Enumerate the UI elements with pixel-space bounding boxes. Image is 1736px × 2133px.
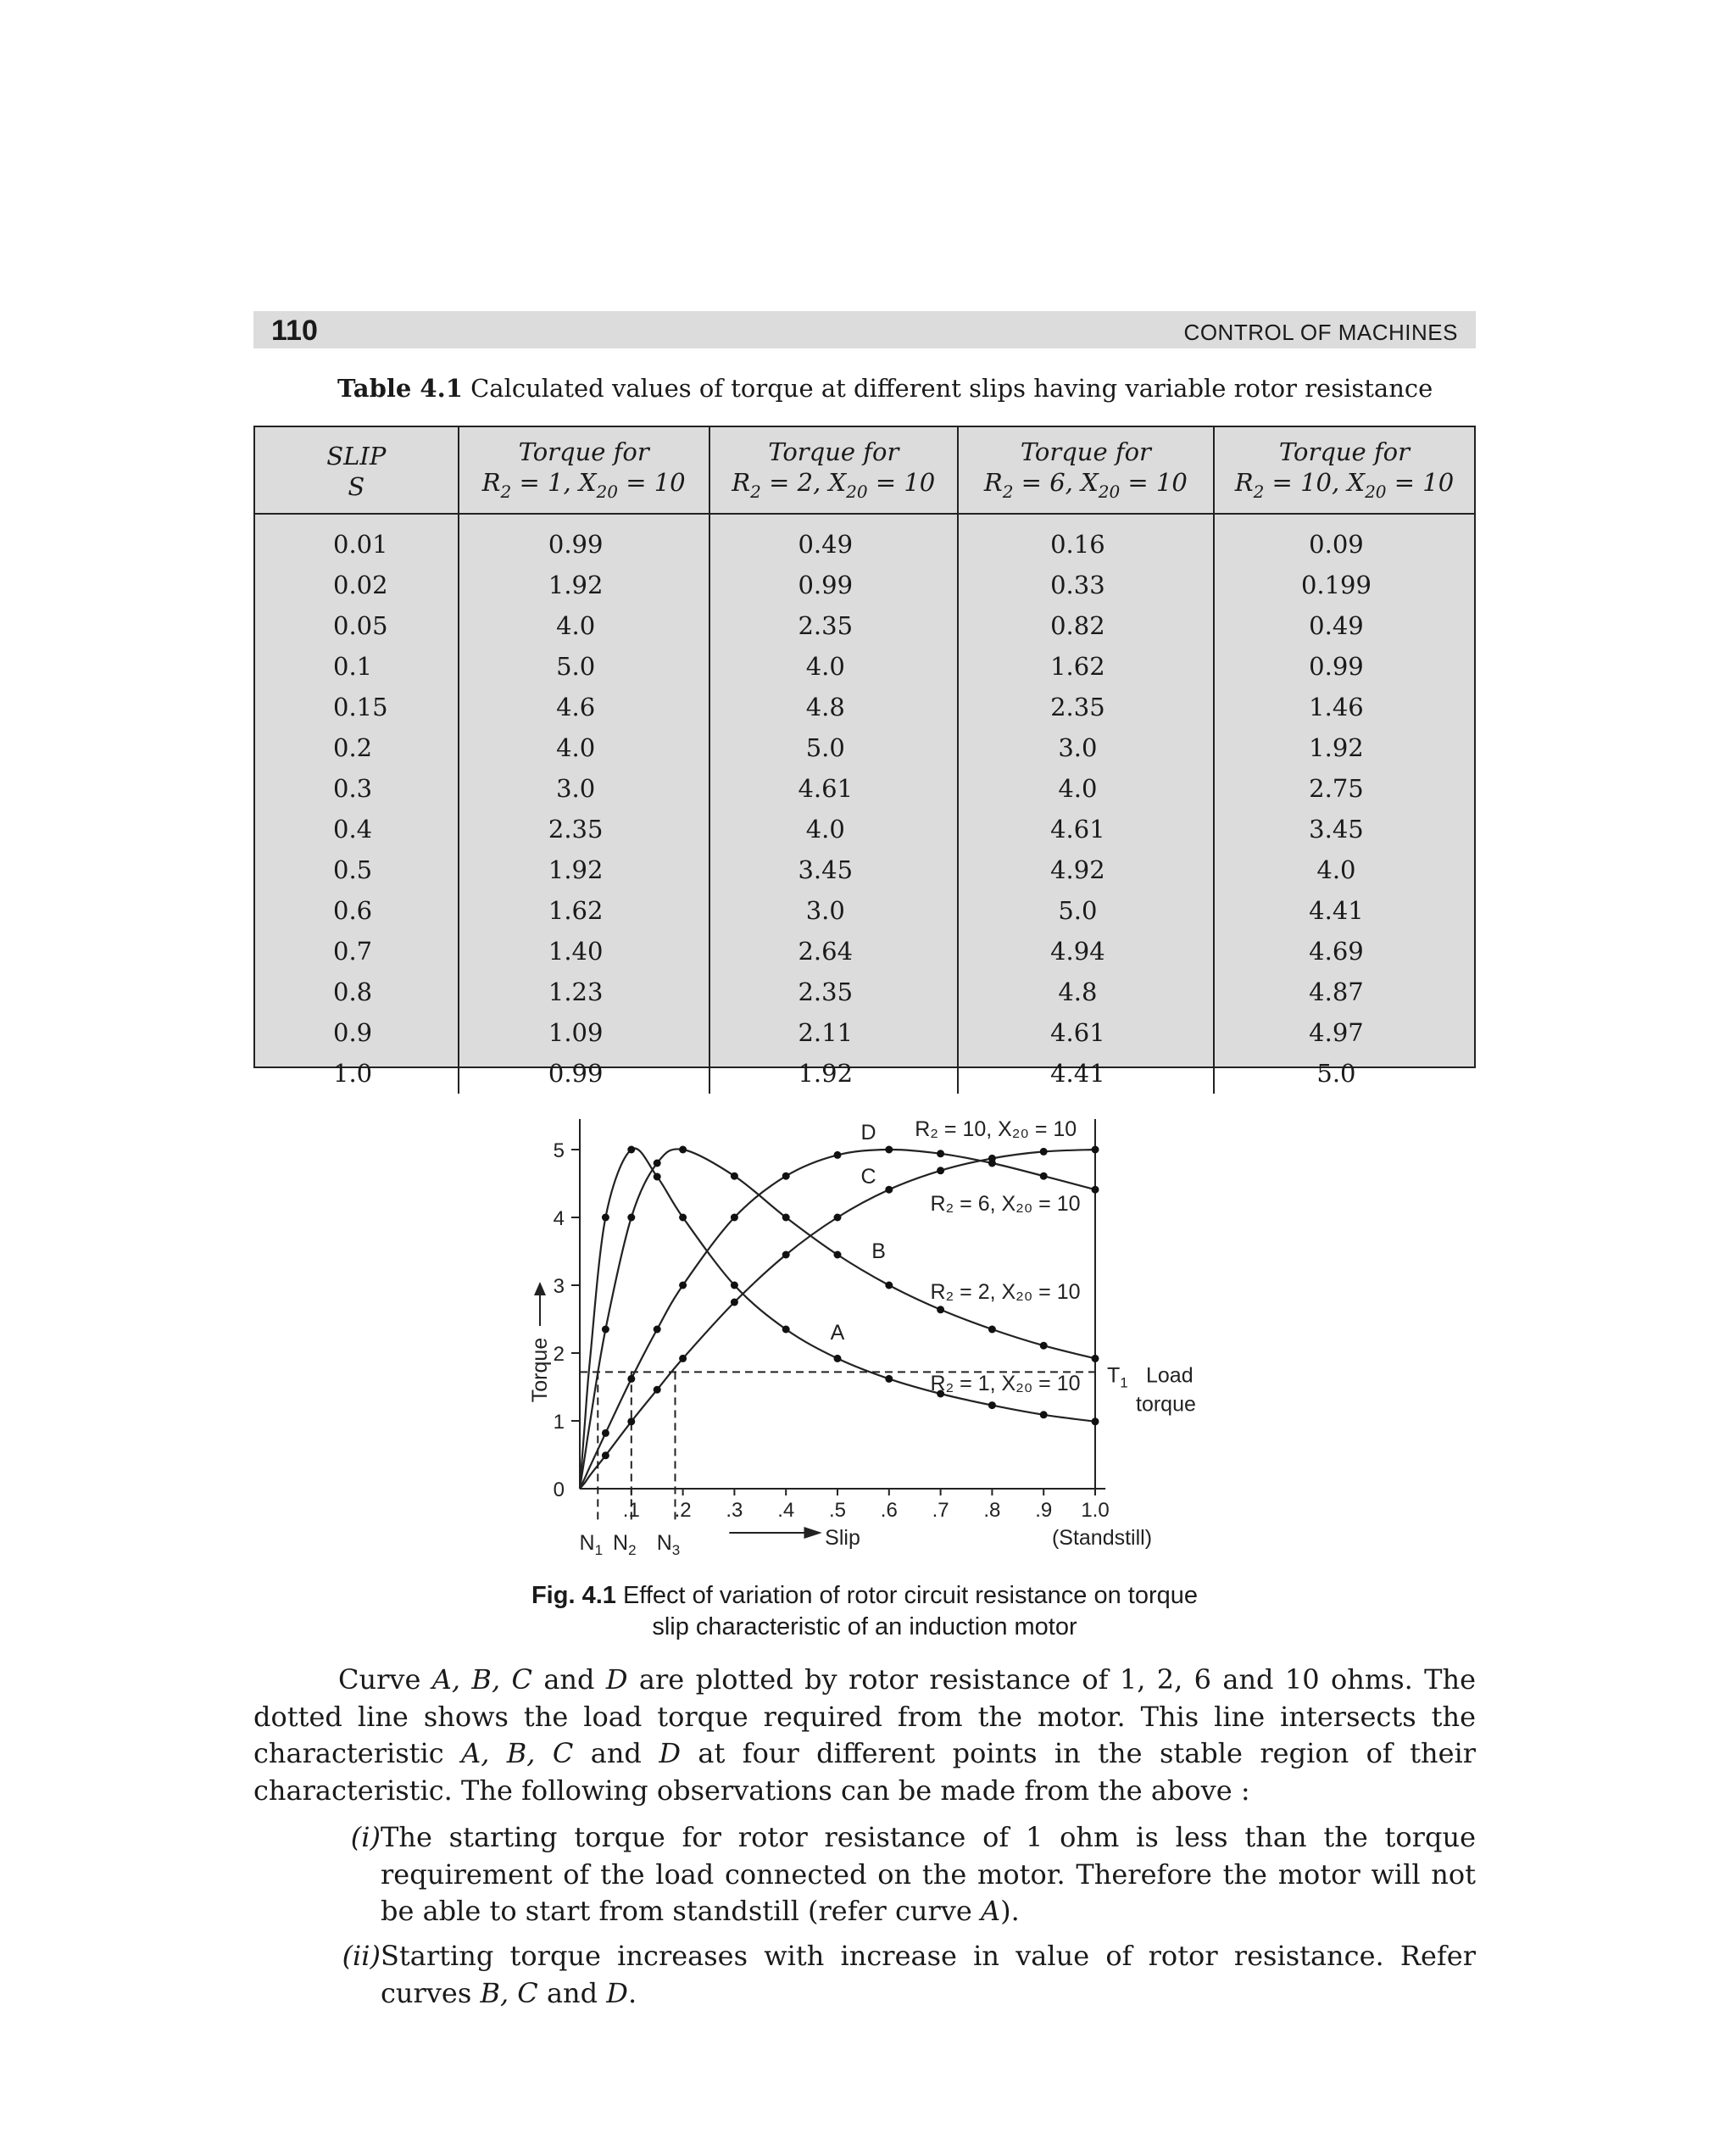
data-point — [937, 1167, 944, 1174]
data-point — [679, 1214, 687, 1222]
data-point — [885, 1375, 893, 1383]
torque-cell: 4.0 — [709, 809, 958, 849]
load-torque-label-line1: Load — [1146, 1363, 1194, 1388]
torque-cell: 2.35 — [709, 605, 958, 646]
data-point — [654, 1386, 661, 1394]
table-row — [255, 565, 1474, 605]
torque-cell: 0.82 — [958, 605, 1214, 646]
data-point — [885, 1282, 893, 1289]
table-caption — [337, 374, 1433, 403]
table-row — [255, 931, 1474, 972]
header-torque-r1: Torque for $R_2 = 1$, $X_{20} = 10$ — [459, 427, 709, 514]
slip-cell: 0.5 — [255, 849, 459, 890]
header-line1: Torque for — [518, 437, 649, 466]
y-axis-label: Torque — [528, 1337, 552, 1403]
torque-cell: 5.0 — [709, 727, 958, 768]
x-axis-label: Slip — [825, 1526, 860, 1550]
torque-cell: 2.11 — [709, 1012, 958, 1053]
header-slip — [255, 427, 459, 514]
torque-cell: 0.99 — [459, 514, 709, 565]
header-line1: Torque for — [1278, 437, 1410, 466]
header-line1: Torque for — [768, 437, 899, 466]
standstill-label: (Standstill) — [1051, 1526, 1153, 1550]
data-point — [654, 1326, 661, 1334]
torque-cell: 4.41 — [1309, 896, 1364, 925]
data-point — [1040, 1148, 1048, 1156]
running-head: CONTROL OF MACHINES — [1183, 320, 1458, 345]
y-tick-label: 4 — [553, 1207, 565, 1230]
torque-cell: 4.87 — [1309, 977, 1364, 1006]
table-row — [255, 646, 1474, 687]
torque-cell: 5.0 — [1316, 1059, 1356, 1088]
data-point — [602, 1451, 609, 1459]
torque-cell: 1.40 — [459, 931, 709, 972]
torque-cell: 2.35 — [709, 972, 958, 1012]
slip-cell: 0.01 — [255, 514, 459, 565]
speed-marker-label: $N_2$ — [613, 1531, 637, 1558]
torque-cell: 4.41 — [958, 1053, 1214, 1094]
table-row — [255, 890, 1474, 931]
x-tick-label: .3 — [726, 1499, 743, 1522]
slip-cell: 0.15 — [255, 687, 459, 727]
table-row — [255, 1053, 1474, 1094]
torque-cell: 1.46 — [1309, 693, 1364, 721]
speed-marker-label: $N_1$ — [579, 1531, 604, 1558]
data-point — [834, 1151, 842, 1159]
data-point — [885, 1146, 893, 1154]
data-point — [937, 1150, 944, 1157]
data-point — [834, 1355, 842, 1362]
series-letter-A: A — [830, 1321, 845, 1345]
torque-cell: 4.61 — [709, 768, 958, 809]
torque-slip-table — [253, 426, 1476, 1088]
torque-cell: 1.09 — [459, 1012, 709, 1053]
data-point — [1040, 1172, 1048, 1180]
torque-cell: 0.09 — [1309, 530, 1364, 559]
series-letter-C: C — [860, 1165, 876, 1189]
x-axis-arrowhead — [804, 1527, 821, 1539]
data-point — [731, 1282, 738, 1289]
table-caption-label: Table 4.1 — [337, 374, 463, 403]
x-tick-label: .6 — [880, 1499, 898, 1522]
torque-slip-chart — [509, 1102, 1221, 1577]
series-letter-D: D — [860, 1121, 876, 1144]
series-label-A: R₂ = 1, X₂₀ = 10 — [930, 1372, 1081, 1395]
y-tick-label: 1 — [553, 1411, 565, 1434]
torque-cell: 1.92 — [459, 849, 709, 890]
data-point — [1092, 1186, 1099, 1194]
torque-cell: 3.0 — [958, 727, 1214, 768]
header-torque-r6: Torque for $R_2 = 6$, $X_{20} = 10$ — [958, 427, 1214, 514]
torque-cell: 4.0 — [1316, 855, 1356, 884]
data-point — [988, 1326, 996, 1334]
torque-cell: 4.0 — [459, 605, 709, 646]
data-point — [1092, 1146, 1099, 1154]
torque-cell: 3.0 — [459, 768, 709, 809]
table-row — [255, 768, 1474, 809]
body-paragraph: Curve A, B, C and D are plotted by rotor resistance of 1, 2, 6 and 10 ohms. The dotted line shows the load torque required from the motor. This line intersects the characteristic A, B, C and D at four different points in the stable region of their characteristic. The following observations can be made from the above : — [253, 1663, 1477, 1807]
slip-cell: 0.02 — [255, 565, 459, 605]
slip-cell: 0.05 — [255, 605, 459, 646]
data-point — [731, 1172, 738, 1180]
series-label-C: R₂ = 6, X₂₀ = 10 — [930, 1192, 1081, 1216]
torque-cell: 1.62 — [459, 890, 709, 931]
x-tick-label: .8 — [983, 1499, 1001, 1522]
y-tick-label: 2 — [553, 1343, 565, 1366]
y-tick-label: 0 — [553, 1479, 565, 1501]
series-letter-B: B — [871, 1239, 886, 1263]
header-r-value: 1 — [548, 467, 564, 497]
data-point — [679, 1282, 687, 1289]
x-tick-label: 1.0 — [1081, 1499, 1110, 1522]
data-point — [834, 1251, 842, 1259]
torque-cell: 4.8 — [709, 687, 958, 727]
data-point — [602, 1429, 609, 1437]
data-point — [602, 1326, 609, 1334]
torque-cell: 4.0 — [459, 727, 709, 768]
x-tick-label: .1 — [622, 1499, 640, 1522]
torque-cell: 0.99 — [709, 565, 958, 605]
table-row — [255, 849, 1474, 890]
y-tick-label: 5 — [553, 1139, 565, 1162]
slip-cell: 0.2 — [255, 727, 459, 768]
data-point — [679, 1146, 687, 1154]
slip-cell: 1.0 — [255, 1053, 459, 1094]
table-row — [255, 687, 1474, 727]
torque-cell: 1.92 — [709, 1053, 958, 1094]
table-row — [255, 605, 1474, 646]
x-tick-label: .7 — [932, 1499, 949, 1522]
torque-cell: 4.61 — [958, 809, 1214, 849]
y-tick-label: 3 — [553, 1275, 565, 1298]
observation-text: The starting torque for rotor resistance of 1 ohm is less than the torque requirement of the load connected on the motor. Therefore the motor will not be able to start from standstill (refer curve A). — [381, 1821, 1476, 1927]
slip-cell: 0.6 — [255, 890, 459, 931]
header-torque-r10: Torque for $R_2 = 10$, $X_{20} = 10$ — [1214, 427, 1474, 514]
x-tick-label: .4 — [777, 1499, 795, 1522]
torque-cell: 0.99 — [459, 1053, 709, 1094]
data-point — [1092, 1355, 1099, 1362]
data-point — [627, 1214, 635, 1222]
data-point — [731, 1214, 738, 1222]
torque-cell: 0.16 — [958, 514, 1214, 565]
slip-cell: 0.9 — [255, 1012, 459, 1053]
torque-cell: 4.97 — [1309, 1018, 1364, 1047]
x-tick-label: .9 — [1035, 1499, 1053, 1522]
figure-caption-line2: slip characteristic of an induction motor — [652, 1613, 1077, 1640]
table-body — [255, 514, 1474, 1094]
slip-cell: 0.7 — [255, 931, 459, 972]
torque-cell: 1.23 — [459, 972, 709, 1012]
data-point — [782, 1326, 790, 1334]
torque-cell: 0.99 — [1309, 652, 1364, 681]
torque-cell: 4.92 — [958, 849, 1214, 890]
torque-cell: 0.49 — [709, 514, 958, 565]
torque-cell: 2.35 — [459, 809, 709, 849]
torque-cell: 1.62 — [958, 646, 1214, 687]
data-point — [834, 1214, 842, 1222]
data-point — [602, 1214, 609, 1222]
torque-cell: 5.0 — [958, 890, 1214, 931]
torque-cell: 1.92 — [1309, 733, 1364, 762]
data-point — [627, 1417, 635, 1425]
figure-caption — [509, 1580, 1221, 1643]
table-header — [255, 427, 1474, 514]
data-point — [731, 1299, 738, 1306]
torque-cell: 4.8 — [958, 972, 1214, 1012]
data-point — [654, 1173, 661, 1181]
header-torque-r2: Torque for $R_2 = 2$, $X_{20} = 10$ — [709, 427, 958, 514]
torque-cell: 3.0 — [709, 890, 958, 931]
observation-number: (ii) — [342, 1940, 381, 1972]
figure-caption-line1: Effect of variation of rotor circuit resistance on torque — [615, 1582, 1199, 1609]
torque-cell: 4.94 — [958, 931, 1214, 972]
x-tick-label: .2 — [674, 1499, 692, 1522]
torque-cell: 0.199 — [1300, 571, 1372, 599]
x-tick-label: .5 — [828, 1499, 847, 1522]
header-line2: S — [348, 472, 365, 501]
torque-cell: 0.49 — [1309, 611, 1364, 640]
data-point — [1040, 1342, 1048, 1350]
torque-cell: 2.64 — [709, 931, 958, 972]
header-r-value: 2 — [797, 467, 814, 497]
torque-cell: 4.61 — [958, 1012, 1214, 1053]
header-line1: Torque for — [1020, 437, 1151, 466]
header-r-value: 6 — [1049, 467, 1066, 497]
data-point — [1092, 1417, 1099, 1425]
y-axis-arrowhead — [534, 1282, 546, 1295]
data-point — [988, 1155, 996, 1162]
data-point — [782, 1214, 790, 1222]
torque-cell: 3.45 — [1309, 815, 1364, 844]
torque-cell: 3.45 — [709, 849, 958, 890]
data-point — [627, 1146, 635, 1154]
data-point — [654, 1160, 661, 1167]
data-point — [782, 1172, 790, 1180]
slip-cell: 0.1 — [255, 646, 459, 687]
table-row — [255, 809, 1474, 849]
load-torque-t-label: $T_1$ — [1107, 1363, 1128, 1391]
series-label-D: R₂ = 10, X₂₀ = 10 — [915, 1117, 1077, 1141]
slip-cell: 0.3 — [255, 768, 459, 809]
data-point — [885, 1186, 893, 1194]
data-point — [937, 1306, 944, 1313]
torque-cell: 4.6 — [459, 687, 709, 727]
table-row — [255, 1012, 1474, 1053]
torque-cell: 0.33 — [958, 565, 1214, 605]
table-row — [255, 972, 1474, 1012]
observation-number: (i) — [350, 1821, 381, 1853]
data-point — [627, 1375, 635, 1383]
data-point — [679, 1355, 687, 1362]
table-row — [255, 514, 1474, 565]
data-point — [988, 1401, 996, 1409]
series-label-B: R₂ = 2, X₂₀ = 10 — [930, 1280, 1081, 1304]
page-number: 110 — [271, 315, 318, 347]
table-caption-text: Calculated values of torque at different slips having variable rotor resistance — [462, 374, 1433, 403]
table-row — [255, 727, 1474, 768]
header-r-value: 10 — [1300, 467, 1332, 497]
data-point — [782, 1251, 790, 1259]
observation-text: Starting torque increases with increase in value of rotor resistance. Refer curves B, C and D. — [381, 1940, 1476, 2009]
figure-caption-label: Fig. 4.1 — [531, 1582, 616, 1609]
slip-cell: 0.8 — [255, 972, 459, 1012]
speed-marker-label: $N_3$ — [656, 1531, 681, 1558]
header-line1: SLIP — [326, 442, 387, 471]
torque-cell: 1.92 — [459, 565, 709, 605]
torque-cell: 4.0 — [958, 768, 1214, 809]
slip-cell: 0.4 — [255, 809, 459, 849]
torque-cell: 2.35 — [958, 687, 1214, 727]
torque-cell: 2.75 — [1309, 774, 1364, 803]
torque-cell: 4.69 — [1309, 937, 1364, 966]
load-torque-label-line2: torque — [1136, 1392, 1196, 1417]
torque-cell: 4.0 — [709, 646, 958, 687]
table-header-row — [255, 427, 1474, 514]
data-point — [1040, 1411, 1048, 1418]
torque-cell: 5.0 — [459, 646, 709, 687]
